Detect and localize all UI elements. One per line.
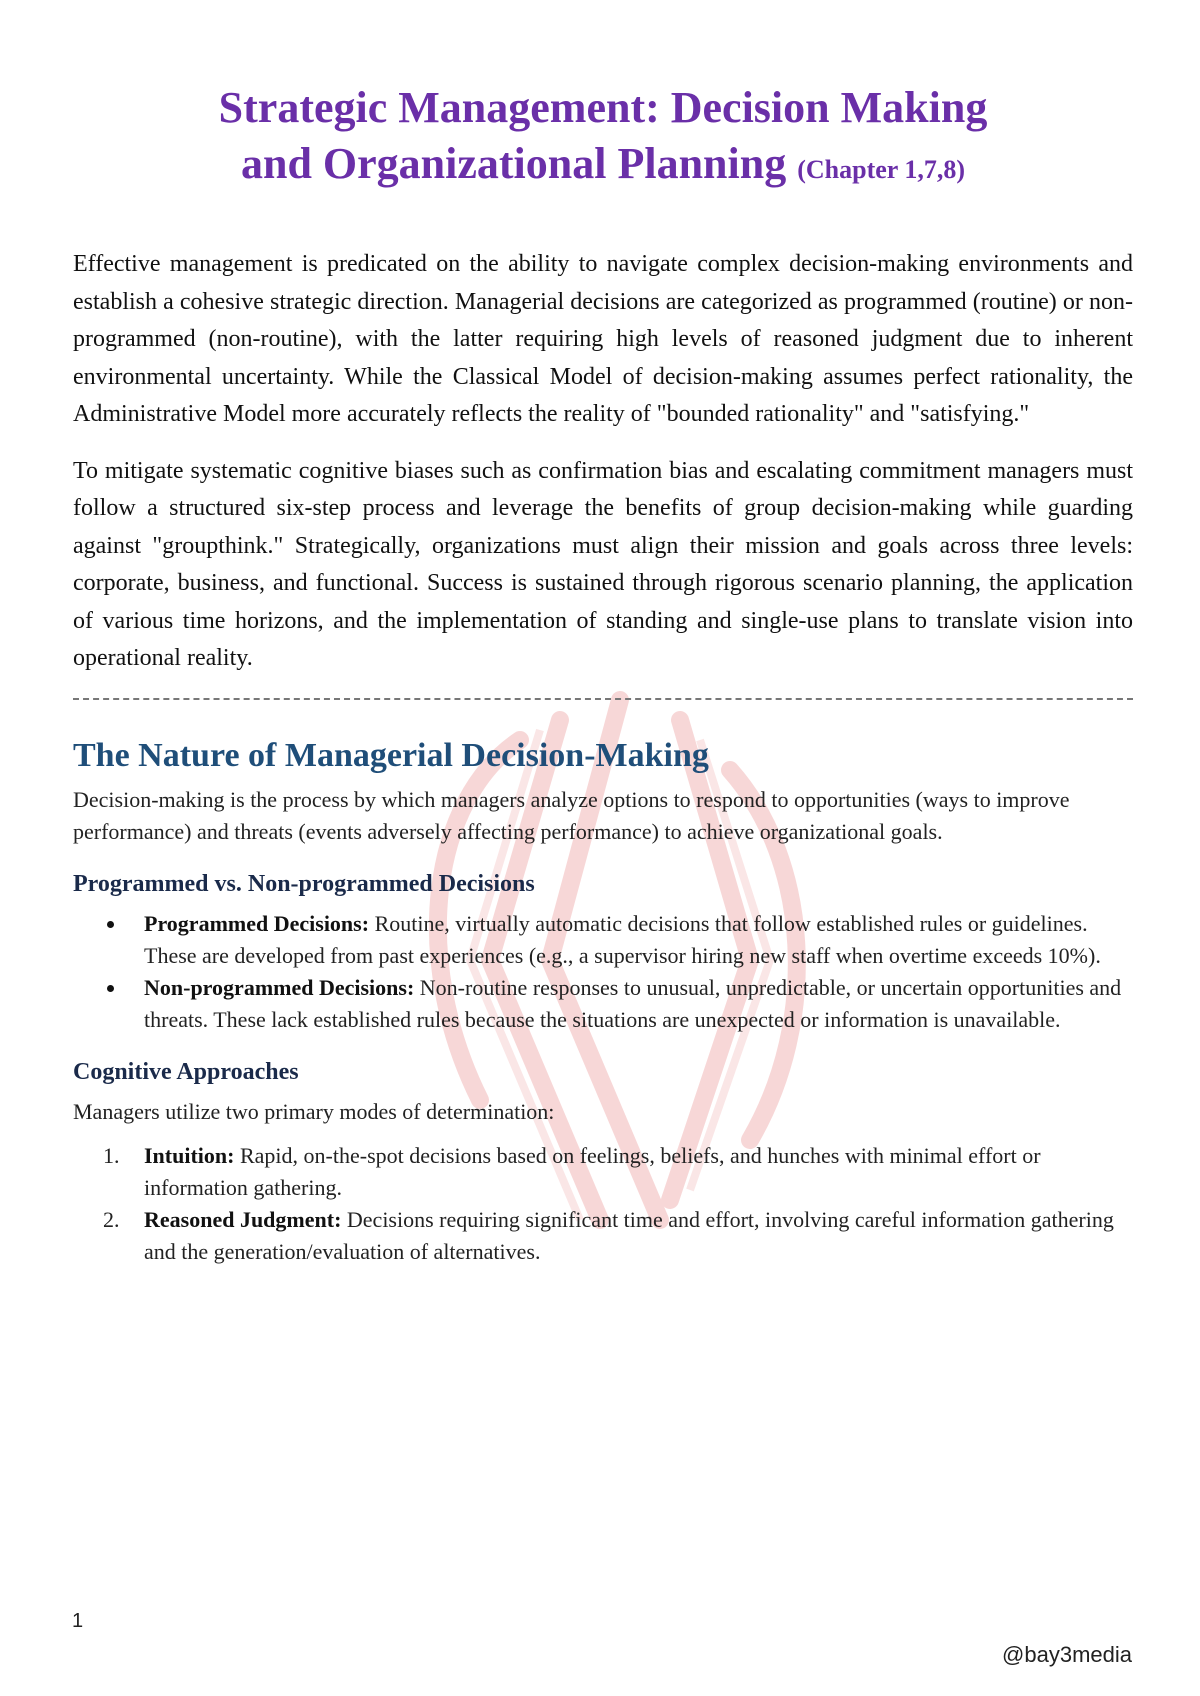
list-item bbox=[73, 972, 1133, 1036]
intro-summary bbox=[73, 246, 1133, 678]
cognitive-approaches-list bbox=[73, 1140, 1133, 1268]
list-number: 2. bbox=[103, 1206, 120, 1232]
intro-paragraph-2: To mitigate systematic cognitive biases such as confirmation bias and escalating commitment managers must follow a structured six-step process and leverage the benefits of group decision-making while guarding against "groupthink." Strategically, organizations must align their mission and goals across three levels: corporate, business, and functional. Success is sustained through rigorous scenario planning, the application of various time horizons, and the implementation of standing and single-use plans to translate vision into operational reality. bbox=[73, 457, 1133, 671]
title-line-2: and Organizational Planning bbox=[240, 139, 787, 188]
section-definition: Decision-making is the process by which managers analyze options to respond to opportunities (ways to improve performance) and threats (events adversely affecting performance) to achieve organizational goals. bbox=[73, 786, 1070, 844]
list-number: 1. bbox=[103, 1142, 120, 1168]
bullet-icon bbox=[107, 921, 114, 928]
list-item-lead: Intuition: bbox=[144, 1142, 235, 1168]
list-item-text: Non-routine responses to unusual, unpredictable, or uncertain opportunities and threats. These lack established rules because the situations are unexpected or information is unavailable. bbox=[144, 974, 1122, 1032]
list-item-text: Rapid, on-the-spot decisions based on feelings, beliefs, and hunches with minimal effort or information gathering. bbox=[144, 1142, 1041, 1200]
list-item-text: Decisions requiring significant time and effort, involving careful information gathering and the generation/evaluation of alternatives. bbox=[144, 1206, 1114, 1264]
list-item-lead: Programmed Decisions: bbox=[144, 910, 370, 936]
page-title bbox=[73, 80, 1133, 198]
bullet-icon bbox=[107, 985, 114, 992]
list-item bbox=[73, 1204, 1133, 1268]
subheading-programmed: Programmed vs. Non-programmed Decisions bbox=[73, 870, 535, 897]
list-item bbox=[73, 1140, 1133, 1204]
chapter-note: (Chapter 1,7,8) bbox=[797, 155, 965, 184]
section-heading: The Nature of Managerial Decision-Making bbox=[73, 736, 709, 774]
author-handle: @bay3media bbox=[1002, 1642, 1132, 1667]
list-item bbox=[73, 908, 1133, 972]
main-content bbox=[73, 80, 1133, 1268]
dashed-divider bbox=[73, 698, 1133, 702]
list-item-text: Routine, virtually automatic decisions that follow established rules or guidelines. These are developed from past experiences (e.g., a supervisor hiring new staff when overtime exceeds 10%). bbox=[144, 910, 1101, 968]
page-number: 1 bbox=[72, 1610, 84, 1632]
list-item-lead: Non-programmed Decisions: bbox=[144, 974, 415, 1000]
subheading-cognitive: Cognitive Approaches bbox=[73, 1058, 299, 1085]
list-item-lead: Reasoned Judgment: bbox=[144, 1206, 342, 1232]
title-line-1: Strategic Management: Decision Making bbox=[218, 83, 988, 132]
intro-paragraph-1: Effective management is predicated on the ability to navigate complex decision-making environments and establish a cohesive strategic direction. Managerial decisions are categorized as programmed (routine) or non-programmed (non-routine), with the latter requiring high levels of reasoned judgment due to inherent environmental uncertainty. While the Classical Model of decision-making assumes perfect rationality, the Administrative Model more accurately reflects the reality of "bounded rationality" and "satisfying." bbox=[73, 251, 1133, 427]
cognitive-intro: Managers utilize two primary modes of determination: bbox=[73, 1098, 555, 1124]
decision-types-list bbox=[73, 908, 1133, 1036]
